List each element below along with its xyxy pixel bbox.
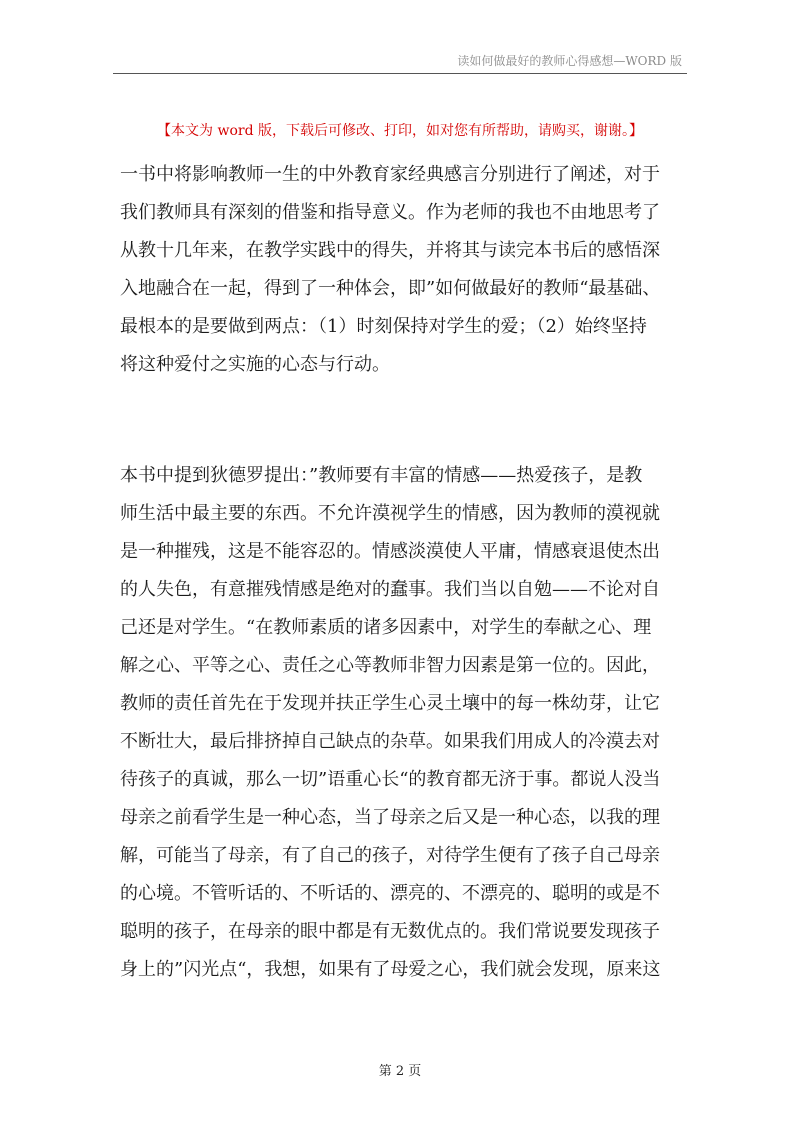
- header-divider: [113, 73, 687, 74]
- paragraph-1: [120, 156, 690, 384]
- paragraph-line: 教师的责任首先在于发现并扶正学生心灵土壤中的每一株幼芽，让它: [120, 693, 660, 714]
- paragraph-line: 本书中提到狄德罗提出：”教师要有丰富的情感——热爱孩子，是教: [120, 465, 643, 486]
- paragraph-line: 解之心、平等之心、责任之心等教师非智力因素是第一位的。因此，: [120, 655, 660, 676]
- paragraph-line: 不断壮大，最后排挤掉自己缺点的杂草。如果我们用成人的冷漠去对: [120, 731, 660, 752]
- download-notice: 【本文为 word 版，下载后可修改、打印，如对您有所帮助，请购买，谢谢。】: [157, 123, 643, 139]
- page-number: 第 2 页: [378, 1064, 422, 1079]
- paragraph-line: 聪明的孩子，在母亲的眼中都是有无数优点的。我们常说要发现孩子: [120, 921, 660, 942]
- paragraph-line: 是一种摧残，这是不能容忍的。情感淡漠使人平庸，情感衰退使杰出: [120, 541, 660, 562]
- paragraph-line: 将这种爱付之实施的心态与行动。: [120, 354, 390, 375]
- paragraph-line: 师生活中最主要的东西。不允许漠视学生的情感，因为教师的漠视就: [120, 503, 660, 524]
- paragraph-line: 我们教师具有深刻的借鉴和指导意义。作为老师的我也不由地思考了: [120, 202, 660, 223]
- paragraph-line: 一书中将影响教师一生的中外教育家经典感言分别进行了阐述，对于: [120, 164, 660, 185]
- paragraph-line: 的心境。不管听话的、不听话的、漂亮的、不漂亮的、聪明的或是不: [120, 883, 660, 904]
- paragraph-line: 解，可能当了母亲，有了自己的孩子，对待学生便有了孩子自己母亲: [120, 845, 660, 866]
- paragraph-line: 身上的”闪光点“，我想，如果有了母爱之心，我们就会发现，原来这: [120, 959, 661, 980]
- paragraph-2: [120, 457, 690, 989]
- paragraph-line: 入地融合在一起，得到了一种体会，即”如何做最好的教师“最基础、: [120, 278, 661, 299]
- paragraph-line: 最根本的是要做到两点：（1）时刻保持对学生的爱；（2）始终坚持: [120, 316, 647, 337]
- paragraph-line: 母亲之前看学生是一种心态，当了母亲之后又是一种心态，以我的理: [120, 807, 660, 828]
- paragraph-line: 的人失色，有意摧残情感是绝对的蠢事。我们当以自勉——不论对自: [120, 579, 660, 600]
- paragraph-line: 己还是对学生。“在教师素质的诸多因素中，对学生的奉献之心、理: [120, 617, 652, 638]
- paragraph-line: 从教十几年来，在教学实践中的得失，并将其与读完本书后的感悟深: [120, 240, 660, 261]
- document-header-title: 读如何做最好的教师心得感想—WORD 版: [457, 54, 682, 68]
- paragraph-line: 待孩子的真诚，那么一切”语重心长“的教育都无济于事。都说人没当: [120, 769, 661, 790]
